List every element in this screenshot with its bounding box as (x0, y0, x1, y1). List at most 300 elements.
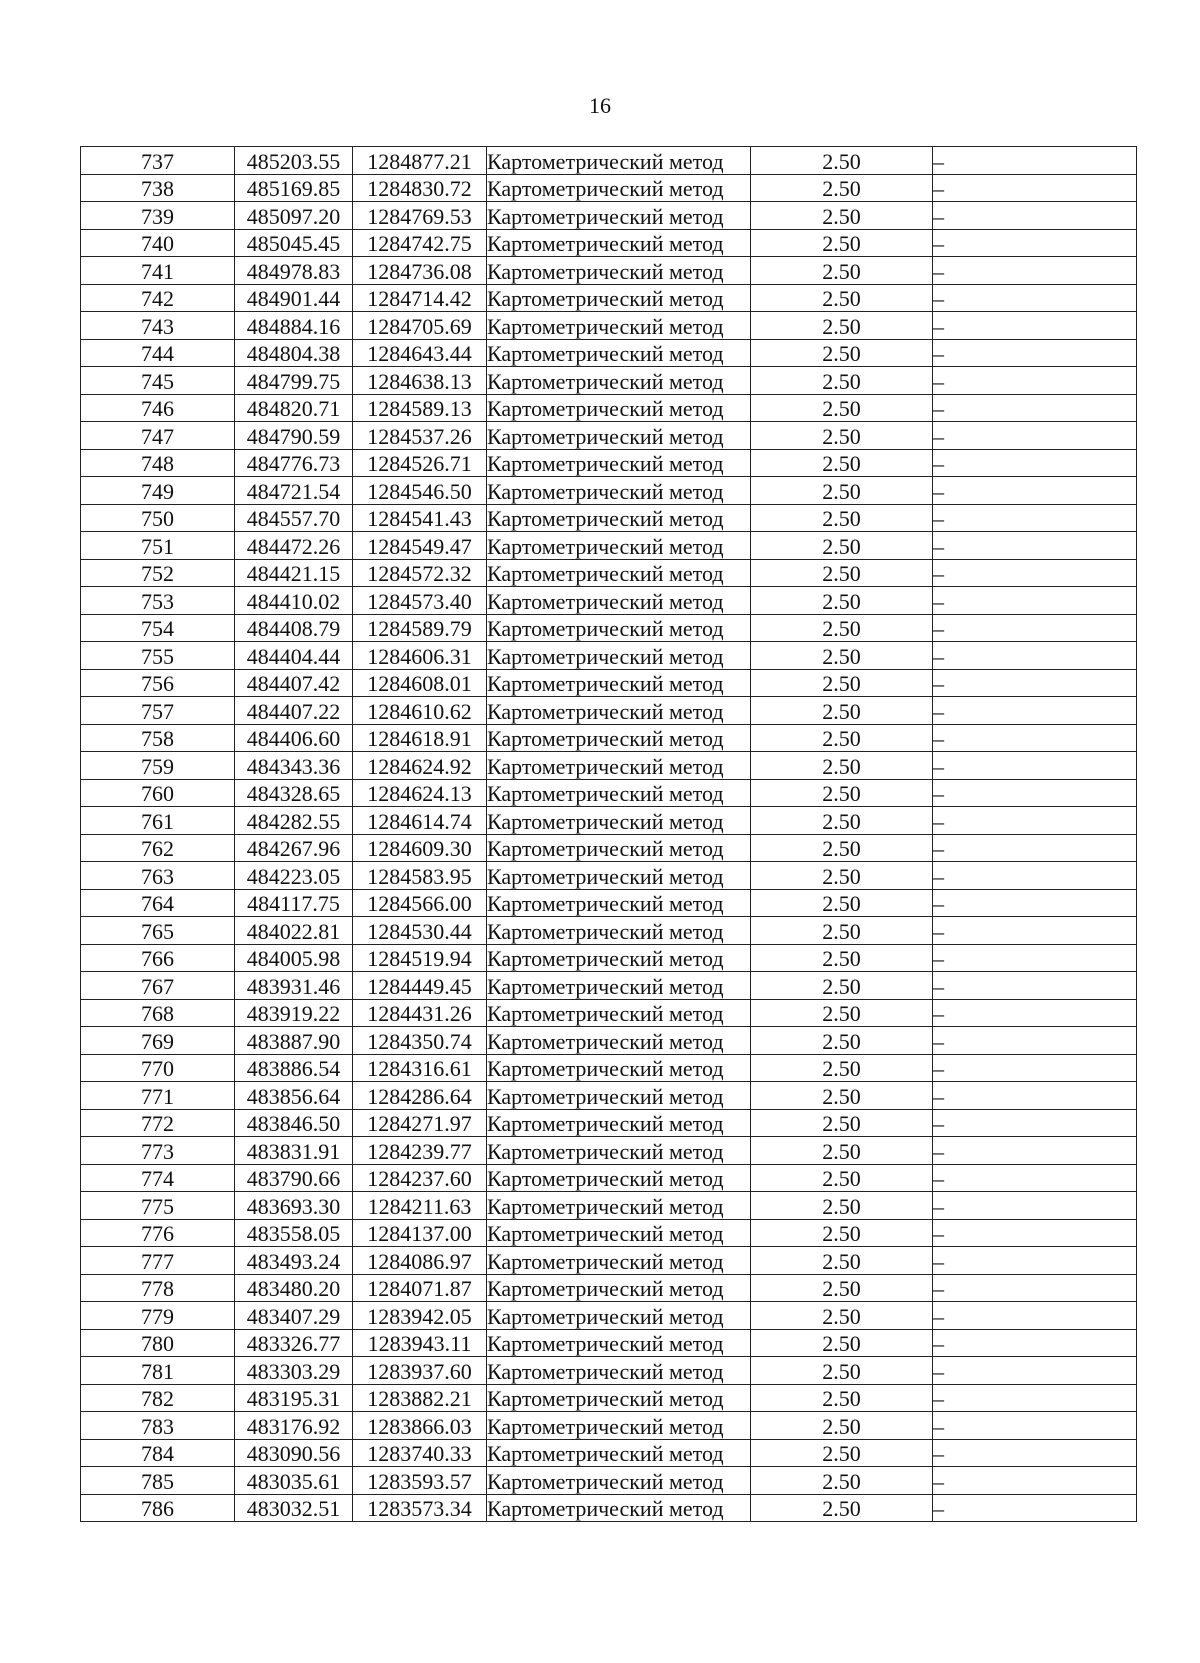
x-coordinate-cell: 483887.90 (235, 1027, 353, 1055)
table-row (81, 752, 1137, 780)
method-cell: Картометрический метод (487, 1467, 751, 1495)
x-coordinate-cell: 484557.70 (235, 504, 353, 532)
description-cell: – (933, 944, 1137, 972)
y-coordinate-cell: 1284608.01 (353, 669, 487, 697)
x-coordinate-cell: 483480.20 (235, 1274, 353, 1302)
x-coordinate-cell: 483856.64 (235, 1082, 353, 1110)
table-row (81, 1054, 1137, 1082)
description-cell: – (933, 724, 1137, 752)
accuracy-cell: 2.50 (751, 752, 933, 780)
y-coordinate-cell: 1284530.44 (353, 917, 487, 945)
description-cell: – (933, 477, 1137, 505)
x-coordinate-cell: 484776.73 (235, 449, 353, 477)
accuracy-cell: 2.50 (751, 1109, 933, 1137)
method-cell: Картометрический метод (487, 394, 751, 422)
point-number-cell: 761 (81, 807, 235, 835)
method-cell: Картометрический метод (487, 614, 751, 642)
description-cell: – (933, 202, 1137, 230)
x-coordinate-cell: 483886.54 (235, 1054, 353, 1082)
point-number-cell: 768 (81, 999, 235, 1027)
point-number-cell: 738 (81, 174, 235, 202)
accuracy-cell: 2.50 (751, 1384, 933, 1412)
method-cell: Картометрический метод (487, 449, 751, 477)
point-number-cell: 783 (81, 1412, 235, 1440)
table-row (81, 807, 1137, 835)
point-number-cell: 766 (81, 944, 235, 972)
table-row (81, 1082, 1137, 1110)
description-cell: – (933, 972, 1137, 1000)
x-coordinate-cell: 484901.44 (235, 284, 353, 312)
y-coordinate-cell: 1284271.97 (353, 1109, 487, 1137)
description-cell: – (933, 669, 1137, 697)
coordinates-table (80, 146, 1137, 1522)
point-number-cell: 773 (81, 1137, 235, 1165)
table-row (81, 312, 1137, 340)
x-coordinate-cell: 484410.02 (235, 587, 353, 615)
table-row (81, 669, 1137, 697)
accuracy-cell: 2.50 (751, 257, 933, 285)
x-coordinate-cell: 483090.56 (235, 1439, 353, 1467)
y-coordinate-cell: 1284519.94 (353, 944, 487, 972)
accuracy-cell: 2.50 (751, 559, 933, 587)
method-cell: Картометрический метод (487, 779, 751, 807)
table-row (81, 1274, 1137, 1302)
description-cell: – (933, 532, 1137, 560)
table-row (81, 999, 1137, 1027)
point-number-cell: 772 (81, 1109, 235, 1137)
method-cell: Картометрический метод (487, 257, 751, 285)
table-row (81, 449, 1137, 477)
method-cell: Картометрический метод (487, 1412, 751, 1440)
x-coordinate-cell: 484820.71 (235, 394, 353, 422)
accuracy-cell: 2.50 (751, 1247, 933, 1275)
method-cell: Картометрический метод (487, 1082, 751, 1110)
point-number-cell: 771 (81, 1082, 235, 1110)
point-number-cell: 753 (81, 587, 235, 615)
y-coordinate-cell: 1284541.43 (353, 504, 487, 532)
method-cell: Картометрический метод (487, 862, 751, 890)
description-cell: – (933, 422, 1137, 450)
accuracy-cell: 2.50 (751, 614, 933, 642)
table-row (81, 972, 1137, 1000)
method-cell: Картометрический метод (487, 1274, 751, 1302)
method-cell: Картометрический метод (487, 1027, 751, 1055)
x-coordinate-cell: 483931.46 (235, 972, 353, 1000)
y-coordinate-cell: 1284877.21 (353, 147, 487, 175)
x-coordinate-cell: 483831.91 (235, 1137, 353, 1165)
table-row (81, 1357, 1137, 1385)
point-number-cell: 751 (81, 532, 235, 560)
point-number-cell: 739 (81, 202, 235, 230)
accuracy-cell: 2.50 (751, 834, 933, 862)
table-row (81, 284, 1137, 312)
method-cell: Картометрический метод (487, 642, 751, 670)
y-coordinate-cell: 1284830.72 (353, 174, 487, 202)
x-coordinate-cell: 483493.24 (235, 1247, 353, 1275)
x-coordinate-cell: 484282.55 (235, 807, 353, 835)
y-coordinate-cell: 1284589.79 (353, 614, 487, 642)
point-number-cell: 777 (81, 1247, 235, 1275)
x-coordinate-cell: 483790.66 (235, 1164, 353, 1192)
accuracy-cell: 2.50 (751, 862, 933, 890)
table-row (81, 1137, 1137, 1165)
description-cell: – (933, 779, 1137, 807)
description-cell: – (933, 1137, 1137, 1165)
x-coordinate-cell: 484408.79 (235, 614, 353, 642)
x-coordinate-cell: 484472.26 (235, 532, 353, 560)
method-cell: Картометрический метод (487, 999, 751, 1027)
table-row (81, 1109, 1137, 1137)
table-row (81, 394, 1137, 422)
y-coordinate-cell: 1284769.53 (353, 202, 487, 230)
point-number-cell: 749 (81, 477, 235, 505)
y-coordinate-cell: 1283866.03 (353, 1412, 487, 1440)
table-row (81, 1219, 1137, 1247)
point-number-cell: 737 (81, 147, 235, 175)
method-cell: Картометрический метод (487, 1054, 751, 1082)
accuracy-cell: 2.50 (751, 312, 933, 340)
point-number-cell: 759 (81, 752, 235, 780)
y-coordinate-cell: 1283573.34 (353, 1494, 487, 1522)
table-row (81, 917, 1137, 945)
point-number-cell: 752 (81, 559, 235, 587)
point-number-cell: 765 (81, 917, 235, 945)
table-row (81, 339, 1137, 367)
x-coordinate-cell: 483846.50 (235, 1109, 353, 1137)
table-row (81, 1467, 1137, 1495)
accuracy-cell: 2.50 (751, 202, 933, 230)
table-row (81, 834, 1137, 862)
description-cell: – (933, 697, 1137, 725)
accuracy-cell: 2.50 (751, 944, 933, 972)
point-number-cell: 741 (81, 257, 235, 285)
y-coordinate-cell: 1284572.32 (353, 559, 487, 587)
table-row (81, 944, 1137, 972)
y-coordinate-cell: 1284606.31 (353, 642, 487, 670)
description-cell: – (933, 449, 1137, 477)
table-row (81, 697, 1137, 725)
method-cell: Картометрический метод (487, 1494, 751, 1522)
description-cell: – (933, 1219, 1137, 1247)
y-coordinate-cell: 1284614.74 (353, 807, 487, 835)
accuracy-cell: 2.50 (751, 229, 933, 257)
y-coordinate-cell: 1284086.97 (353, 1247, 487, 1275)
y-coordinate-cell: 1284624.92 (353, 752, 487, 780)
table-row (81, 367, 1137, 395)
point-number-cell: 770 (81, 1054, 235, 1082)
accuracy-cell: 2.50 (751, 972, 933, 1000)
x-coordinate-cell: 483195.31 (235, 1384, 353, 1412)
table-row (81, 1329, 1137, 1357)
point-number-cell: 778 (81, 1274, 235, 1302)
table-row (81, 559, 1137, 587)
method-cell: Картометрический метод (487, 1329, 751, 1357)
point-number-cell: 744 (81, 339, 235, 367)
method-cell: Картометрический метод (487, 917, 751, 945)
description-cell: – (933, 257, 1137, 285)
point-number-cell: 754 (81, 614, 235, 642)
y-coordinate-cell: 1284618.91 (353, 724, 487, 752)
x-coordinate-cell: 483919.22 (235, 999, 353, 1027)
method-cell: Картометрический метод (487, 559, 751, 587)
y-coordinate-cell: 1283942.05 (353, 1302, 487, 1330)
point-number-cell: 750 (81, 504, 235, 532)
description-cell: – (933, 1302, 1137, 1330)
table-row (81, 1164, 1137, 1192)
accuracy-cell: 2.50 (751, 999, 933, 1027)
table-row (81, 779, 1137, 807)
table-row (81, 587, 1137, 615)
description-cell: – (933, 1329, 1137, 1357)
y-coordinate-cell: 1283882.21 (353, 1384, 487, 1412)
x-coordinate-cell: 484799.75 (235, 367, 353, 395)
method-cell: Картометрический метод (487, 147, 751, 175)
method-cell: Картометрический метод (487, 1219, 751, 1247)
accuracy-cell: 2.50 (751, 1274, 933, 1302)
description-cell: – (933, 889, 1137, 917)
description-cell: – (933, 587, 1137, 615)
description-cell: – (933, 862, 1137, 890)
point-number-cell: 776 (81, 1219, 235, 1247)
table-row (81, 1302, 1137, 1330)
x-coordinate-cell: 484804.38 (235, 339, 353, 367)
x-coordinate-cell: 484884.16 (235, 312, 353, 340)
method-cell: Картометрический метод (487, 229, 751, 257)
point-number-cell: 758 (81, 724, 235, 752)
y-coordinate-cell: 1284549.47 (353, 532, 487, 560)
accuracy-cell: 2.50 (751, 587, 933, 615)
description-cell: – (933, 1412, 1137, 1440)
method-cell: Картометрический метод (487, 587, 751, 615)
description-cell: – (933, 1192, 1137, 1220)
description-cell: – (933, 917, 1137, 945)
method-cell: Картометрический метод (487, 422, 751, 450)
table-row (81, 1439, 1137, 1467)
y-coordinate-cell: 1284449.45 (353, 972, 487, 1000)
method-cell: Картометрический метод (487, 752, 751, 780)
y-coordinate-cell: 1284431.26 (353, 999, 487, 1027)
method-cell: Картометрический метод (487, 367, 751, 395)
x-coordinate-cell: 484223.05 (235, 862, 353, 890)
description-cell: – (933, 284, 1137, 312)
method-cell: Картометрический метод (487, 834, 751, 862)
description-cell: – (933, 834, 1137, 862)
table-row (81, 1412, 1137, 1440)
description-cell: – (933, 147, 1137, 175)
point-number-cell: 780 (81, 1329, 235, 1357)
y-coordinate-cell: 1284537.26 (353, 422, 487, 450)
y-coordinate-cell: 1283740.33 (353, 1439, 487, 1467)
method-cell: Картометрический метод (487, 1439, 751, 1467)
point-number-cell: 782 (81, 1384, 235, 1412)
y-coordinate-cell: 1284638.13 (353, 367, 487, 395)
x-coordinate-cell: 485169.85 (235, 174, 353, 202)
method-cell: Картометрический метод (487, 504, 751, 532)
table-row (81, 1247, 1137, 1275)
method-cell: Картометрический метод (487, 532, 751, 560)
accuracy-cell: 2.50 (751, 1439, 933, 1467)
table-row (81, 1027, 1137, 1055)
table-row (81, 532, 1137, 560)
method-cell: Картометрический метод (487, 174, 751, 202)
point-number-cell: 781 (81, 1357, 235, 1385)
table-row (81, 724, 1137, 752)
method-cell: Картометрический метод (487, 697, 751, 725)
description-cell: – (933, 559, 1137, 587)
x-coordinate-cell: 484407.22 (235, 697, 353, 725)
accuracy-cell: 2.50 (751, 724, 933, 752)
accuracy-cell: 2.50 (751, 1412, 933, 1440)
point-number-cell: 769 (81, 1027, 235, 1055)
x-coordinate-cell: 483407.29 (235, 1302, 353, 1330)
table-row (81, 147, 1137, 175)
description-cell: – (933, 1439, 1137, 1467)
accuracy-cell: 2.50 (751, 807, 933, 835)
point-number-cell: 760 (81, 779, 235, 807)
accuracy-cell: 2.50 (751, 284, 933, 312)
method-cell: Картометрический метод (487, 1357, 751, 1385)
table-row (81, 614, 1137, 642)
x-coordinate-cell: 483035.61 (235, 1467, 353, 1495)
point-number-cell: 746 (81, 394, 235, 422)
accuracy-cell: 2.50 (751, 532, 933, 560)
y-coordinate-cell: 1284526.71 (353, 449, 487, 477)
accuracy-cell: 2.50 (751, 1302, 933, 1330)
y-coordinate-cell: 1284211.63 (353, 1192, 487, 1220)
x-coordinate-cell: 484404.44 (235, 642, 353, 670)
x-coordinate-cell: 484005.98 (235, 944, 353, 972)
description-cell: – (933, 339, 1137, 367)
accuracy-cell: 2.50 (751, 1082, 933, 1110)
point-number-cell: 740 (81, 229, 235, 257)
x-coordinate-cell: 484978.83 (235, 257, 353, 285)
accuracy-cell: 2.50 (751, 367, 933, 395)
accuracy-cell: 2.50 (751, 394, 933, 422)
accuracy-cell: 2.50 (751, 1192, 933, 1220)
method-cell: Картометрический метод (487, 1192, 751, 1220)
table-row (81, 504, 1137, 532)
description-cell: – (933, 1247, 1137, 1275)
y-coordinate-cell: 1284316.61 (353, 1054, 487, 1082)
x-coordinate-cell: 483558.05 (235, 1219, 353, 1247)
method-cell: Картометрический метод (487, 1247, 751, 1275)
description-cell: – (933, 807, 1137, 835)
y-coordinate-cell: 1284609.30 (353, 834, 487, 862)
y-coordinate-cell: 1284705.69 (353, 312, 487, 340)
method-cell: Картометрический метод (487, 972, 751, 1000)
table-row (81, 257, 1137, 285)
x-coordinate-cell: 483303.29 (235, 1357, 353, 1385)
point-number-cell: 762 (81, 834, 235, 862)
accuracy-cell: 2.50 (751, 1357, 933, 1385)
description-cell: – (933, 1274, 1137, 1302)
description-cell: – (933, 312, 1137, 340)
y-coordinate-cell: 1284624.13 (353, 779, 487, 807)
y-coordinate-cell: 1284239.77 (353, 1137, 487, 1165)
method-cell: Картометрический метод (487, 1384, 751, 1412)
accuracy-cell: 2.50 (751, 1027, 933, 1055)
x-coordinate-cell: 485203.55 (235, 147, 353, 175)
x-coordinate-cell: 484407.42 (235, 669, 353, 697)
point-number-cell: 785 (81, 1467, 235, 1495)
y-coordinate-cell: 1283943.11 (353, 1329, 487, 1357)
description-cell: – (933, 1054, 1137, 1082)
description-cell: – (933, 642, 1137, 670)
accuracy-cell: 2.50 (751, 669, 933, 697)
table-row (81, 642, 1137, 670)
description-cell: – (933, 394, 1137, 422)
y-coordinate-cell: 1284589.13 (353, 394, 487, 422)
description-cell: – (933, 1494, 1137, 1522)
method-cell: Картометрический метод (487, 1109, 751, 1137)
point-number-cell: 763 (81, 862, 235, 890)
x-coordinate-cell: 484421.15 (235, 559, 353, 587)
accuracy-cell: 2.50 (751, 147, 933, 175)
table-row (81, 202, 1137, 230)
point-number-cell: 755 (81, 642, 235, 670)
description-cell: – (933, 367, 1137, 395)
x-coordinate-cell: 484328.65 (235, 779, 353, 807)
accuracy-cell: 2.50 (751, 1164, 933, 1192)
point-number-cell: 767 (81, 972, 235, 1000)
table-row (81, 174, 1137, 202)
point-number-cell: 779 (81, 1302, 235, 1330)
x-coordinate-cell: 483326.77 (235, 1329, 353, 1357)
page-number: 16 (589, 93, 611, 118)
method-cell: Картометрический метод (487, 1137, 751, 1165)
y-coordinate-cell: 1284237.60 (353, 1164, 487, 1192)
y-coordinate-cell: 1284583.95 (353, 862, 487, 890)
method-cell: Картометрический метод (487, 944, 751, 972)
description-cell: – (933, 1109, 1137, 1137)
x-coordinate-cell: 484721.54 (235, 477, 353, 505)
accuracy-cell: 2.50 (751, 1329, 933, 1357)
point-number-cell: 774 (81, 1164, 235, 1192)
table-row (81, 229, 1137, 257)
accuracy-cell: 2.50 (751, 422, 933, 450)
accuracy-cell: 2.50 (751, 1494, 933, 1522)
point-number-cell: 745 (81, 367, 235, 395)
accuracy-cell: 2.50 (751, 449, 933, 477)
y-coordinate-cell: 1284742.75 (353, 229, 487, 257)
accuracy-cell: 2.50 (751, 1467, 933, 1495)
point-number-cell: 757 (81, 697, 235, 725)
point-number-cell: 756 (81, 669, 235, 697)
y-coordinate-cell: 1284286.64 (353, 1082, 487, 1110)
method-cell: Картометрический метод (487, 339, 751, 367)
point-number-cell: 742 (81, 284, 235, 312)
method-cell: Картометрический метод (487, 724, 751, 752)
y-coordinate-cell: 1284566.00 (353, 889, 487, 917)
x-coordinate-cell: 485097.20 (235, 202, 353, 230)
accuracy-cell: 2.50 (751, 1054, 933, 1082)
method-cell: Картометрический метод (487, 889, 751, 917)
y-coordinate-cell: 1284714.42 (353, 284, 487, 312)
point-number-cell: 784 (81, 1439, 235, 1467)
method-cell: Картометрический метод (487, 1302, 751, 1330)
description-cell: – (933, 1164, 1137, 1192)
accuracy-cell: 2.50 (751, 504, 933, 532)
table-row (81, 477, 1137, 505)
y-coordinate-cell: 1284350.74 (353, 1027, 487, 1055)
accuracy-cell: 2.50 (751, 174, 933, 202)
method-cell: Картометрический метод (487, 669, 751, 697)
x-coordinate-cell: 485045.45 (235, 229, 353, 257)
x-coordinate-cell: 484790.59 (235, 422, 353, 450)
x-coordinate-cell: 484022.81 (235, 917, 353, 945)
point-number-cell: 748 (81, 449, 235, 477)
y-coordinate-cell: 1284736.08 (353, 257, 487, 285)
